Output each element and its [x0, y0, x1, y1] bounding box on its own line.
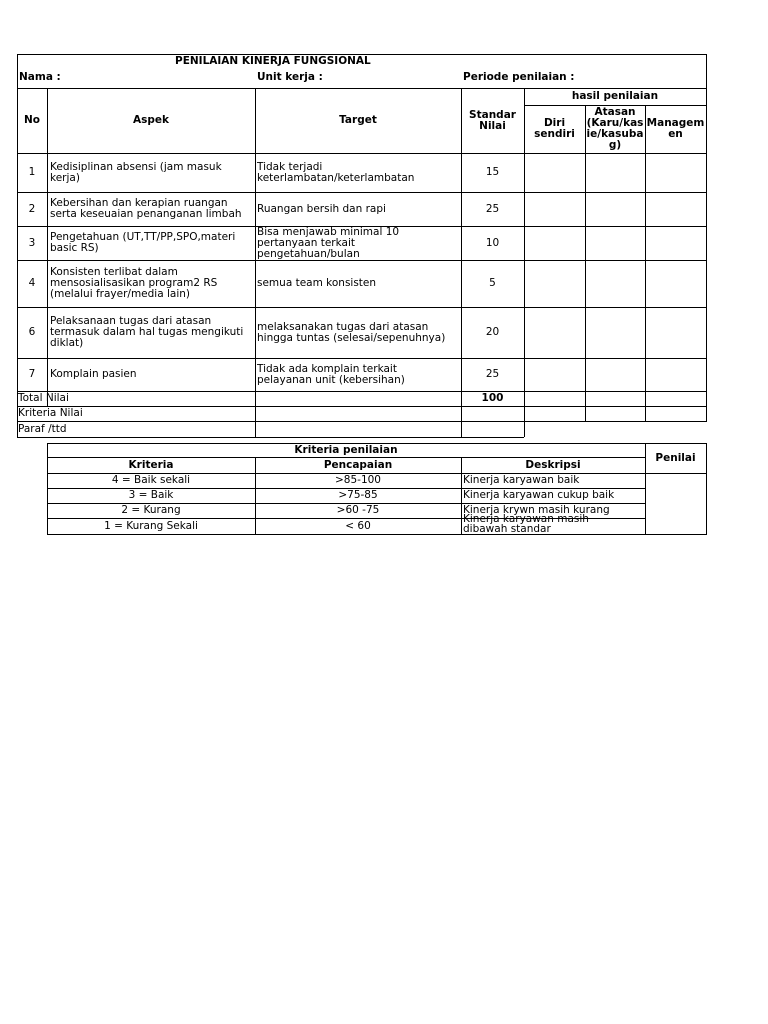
form-title: PENILAIAN KINERJA FUNGSIONAL — [175, 55, 371, 67]
row-1-aspek — [50, 153, 255, 192]
total-nilai-value: 100 — [481, 392, 504, 404]
row-4-aspek-line1: Konsisten terlibat dalam — [50, 266, 178, 278]
kriteria-row-3-pencapaian: >60 -75 — [336, 504, 380, 516]
header-diri-sendiri — [524, 105, 585, 153]
kriteria-row-1-pencapaian: >85-100 — [335, 474, 381, 486]
header-target: Target — [339, 114, 377, 126]
header-atasan-line1: Atasan — [594, 106, 636, 118]
row-3-target-line3: pengetahuan/bulan — [257, 247, 360, 260]
col-kriteria-header: Kriteria — [128, 458, 174, 471]
kriteria-row-2-pencapaian: >75-85 — [338, 489, 378, 501]
row-6-aspek-line3: diklat) — [50, 337, 84, 349]
row-4-standar: 5 — [489, 277, 496, 289]
header-standar-nilai — [461, 88, 524, 153]
header-atasan-line3: ie/kasuba — [586, 128, 644, 140]
row-2-no: 2 — [28, 202, 36, 215]
row-3-target-line2: pertanyaan terkait — [257, 236, 355, 249]
header-manajemen-line1: Managem — [646, 117, 705, 129]
header-no: No — [23, 114, 40, 126]
periode-label: Periode penilaian : — [463, 71, 575, 83]
header-standar-line1: Standar — [469, 108, 516, 121]
row-3-aspek-line2: basic RS) — [50, 242, 99, 254]
row-6-target-line2: hingga tuntas (selesai/sepenuhnya) — [257, 331, 446, 344]
row-4-aspek — [50, 260, 255, 307]
row-1-target — [257, 153, 461, 192]
header-hasil-penilaian: hasil penilaian — [571, 90, 659, 102]
paraf-ttd-label: Paraf /ttd — [18, 422, 67, 435]
row-6-no: 6 — [28, 326, 36, 338]
kriteria-row-3-deskripsi: Kinerja krywn masih kurang — [463, 504, 610, 516]
row-7-standar: 25 — [485, 368, 500, 380]
kriteria-nilai-label: Kriteria Nilai — [18, 407, 83, 419]
header-standar-line2: Nilai — [479, 119, 506, 132]
row-6-standar: 20 — [485, 326, 500, 338]
header-manajemen — [645, 105, 706, 153]
row-4-no: 4 — [28, 277, 36, 289]
row-7-target — [257, 358, 461, 391]
kriteria-row-1-kriteria: 4 = Baik sekali — [111, 474, 191, 486]
row-6-target — [257, 307, 461, 358]
row-1-aspek-line1: Kedisiplinan absensi (jam masuk — [50, 160, 222, 173]
kriteria-row-4-pencapaian: < 60 — [345, 519, 371, 532]
header-aspek: Aspek — [133, 114, 169, 126]
nama-label: Nama : — [19, 71, 61, 83]
row-3-aspek — [50, 226, 255, 260]
unit-kerja-label: Unit kerja : — [257, 71, 323, 83]
header-atasan-line4: g) — [608, 139, 622, 151]
row-1-target-line2: keterlambatan/keterlambatan — [257, 171, 415, 184]
row-2-aspek-line1: Kebersihan dan kerapian ruangan — [50, 197, 228, 209]
row-6-aspek-line2: termasuk dalam hal tugas mengikuti — [50, 326, 244, 338]
col-pencapaian-header: Pencapaian — [323, 458, 393, 471]
row-7-target-line2: pelayanan unit (kebersihan) — [257, 373, 405, 386]
row-3-aspek-line1: Pengetahuan (UT,TT/PP,SPO,materi — [50, 231, 236, 243]
row-1-no: 1 — [28, 166, 36, 178]
kriteria-title: Kriteria penilaian — [294, 443, 398, 456]
row-6-target-line1: melaksanakan tugas dari atasan — [257, 320, 429, 333]
row-2-standar: 25 — [485, 202, 500, 215]
row-3-target-line1: Bisa menjawab minimal 10 — [257, 225, 400, 238]
row-7-target-line1: Tidak ada komplain terkait — [257, 362, 397, 375]
kriteria-row-4-deskripsi-line2: dibawah standar — [463, 523, 551, 534]
row-6-aspek-line1: Pelaksanaan tugas dari atasan — [50, 315, 212, 327]
row-3-standar: 10 — [485, 236, 500, 249]
kriteria-row-2-kriteria: 3 = Baik — [128, 489, 174, 501]
row-4-aspek-line2: mensosialisasikan program2 RS — [50, 277, 218, 289]
row-6-aspek — [50, 307, 255, 358]
kriteria-row-2-deskripsi: Kinerja karyawan cukup baik — [463, 489, 615, 501]
kriteria-row-3-kriteria: 2 = Kurang — [121, 504, 181, 516]
header-atasan — [585, 105, 645, 153]
row-3-no: 3 — [28, 236, 36, 249]
row-3-target — [257, 226, 461, 260]
row-4-aspek-line3: (melalui frayer/media lain) — [50, 288, 191, 300]
row-1-target-line1: Tidak terjadi — [257, 160, 323, 173]
kriteria-row-1-deskripsi: Kinerja karyawan baik — [463, 474, 580, 486]
row-2-aspek — [50, 192, 255, 226]
row-1-aspek-line2: kerja) — [50, 171, 80, 184]
total-nilai-label: Total Nilai — [18, 392, 69, 404]
kriteria-row-4-kriteria: 1 = Kurang Sekali — [104, 519, 198, 532]
row-2-aspek-line2: serta keseuaian penanganan limbah — [50, 208, 242, 220]
col-deskripsi-header: Deskripsi — [525, 458, 581, 471]
header-atasan-line2: (Karu/kas — [586, 117, 644, 129]
header-diri-line2: sendiri — [534, 128, 575, 140]
header-diri-line1: Diri — [543, 117, 566, 129]
row-7-no: 7 — [28, 368, 36, 380]
header-manajemen-line2: en — [668, 128, 683, 140]
kriteria-row-4-deskripsi — [463, 514, 645, 534]
row-4-target: semua team konsisten — [257, 277, 377, 289]
row-7-aspek: Komplain pasien — [50, 368, 137, 380]
row-1-standar: 15 — [485, 166, 500, 178]
penilai-header: Penilai — [655, 451, 696, 464]
row-2-target: Ruangan bersih dan rapi — [257, 202, 386, 215]
kriteria-row-4-deskripsi-line1: Kinerja karyawan masih — [463, 514, 589, 525]
